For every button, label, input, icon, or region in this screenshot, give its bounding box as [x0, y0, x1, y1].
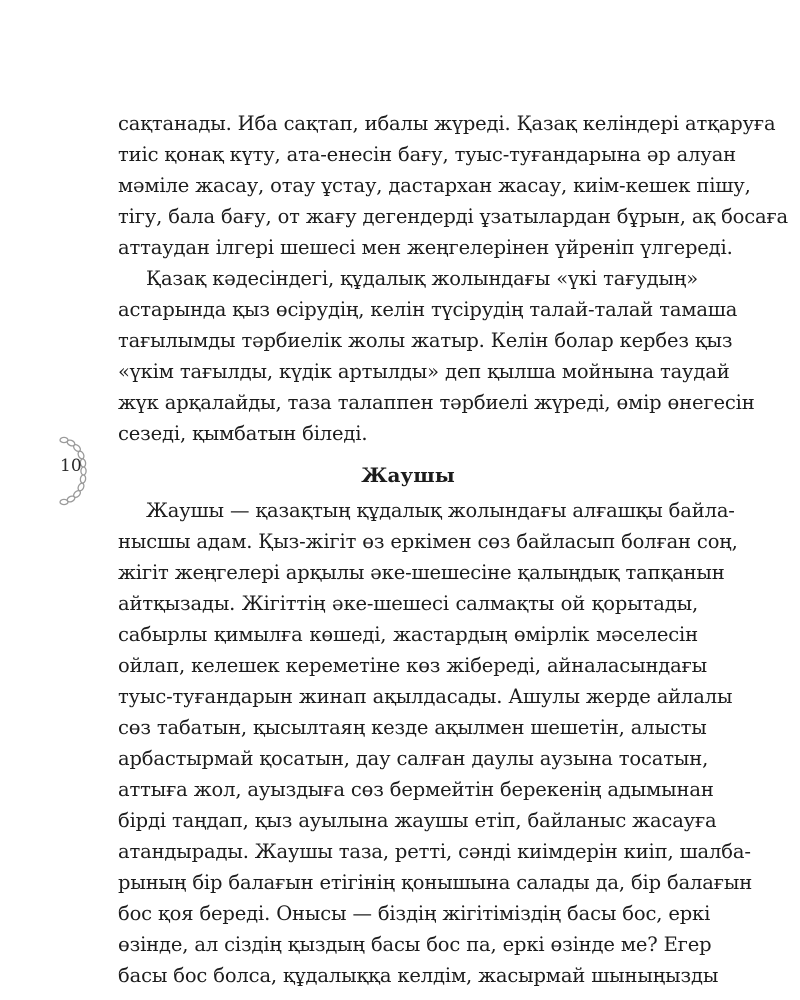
text-line: «үкім тағылды, күдік артылды» деп қылша мойнына таудай — [118, 360, 730, 383]
text-line: жүк арқалайды, таза талаппен тәрбиелі жүреді, өмір өнегесін — [118, 391, 755, 414]
text-line: тиіс қонақ күту, ата-енесін бағу, туыс-туғандарына әр алуан — [118, 143, 737, 166]
text-line: Жаушы — қазақтың құдалық жолындағы алғашқы байла- — [146, 499, 735, 522]
section-heading: Жаушы — [361, 463, 455, 487]
text-line: мәміле жасау, отау ұстау, дастархан жасау, киім-кешек пішу, — [118, 174, 751, 197]
text-line: аттаудан ілгері шешесі мен жеңгелерінен үйреніп үлгереді. — [118, 236, 733, 259]
text-line: бос қоя береді. Онысы — біздің жігітіміздің басы бос, еркі — [118, 902, 711, 925]
text-line: бірді таңдап, қыз ауылына жаушы етіп, байланыс жасауға — [118, 809, 717, 832]
text-line: айтқызады. Жігіттің әке-шешесі салмақты ой қорытады, — [118, 592, 698, 615]
paragraph-2 — [118, 263, 755, 449]
text-line: рының бір балағын етігінің қонышына салады да, бір балағын — [118, 871, 753, 894]
text-line: астарында қыз өсірудің, келін түсірудің талай-талай тамаша — [118, 298, 738, 321]
text-line: арбастырмай қосатын, дау салған даулы аузына тосатын, — [118, 747, 709, 770]
text-line: атандырады. Жаушы таза, ретті, сәнді киімдерін киіп, шалба- — [118, 840, 751, 863]
paragraph-1 — [118, 108, 789, 263]
page-body — [118, 108, 789, 991]
text-line: сезеді, қымбатын біледі. — [118, 422, 368, 445]
text-line: жігіт жеңгелері арқылы әке-шешесіне қалыңдық тапқанын — [118, 561, 725, 584]
text-line: басы бос болса, құдалыққа келдім, жасырмай шыныңызды — [118, 964, 719, 987]
text-line: аттыға жол, ауыздыға сөз бермейтін берекенің адымынан — [118, 778, 714, 801]
text-line: сөз табатын, қысылтаяң кезде ақылмен шешетін, алысты — [118, 716, 707, 739]
page-number: 10 — [60, 456, 82, 476]
text-line: тағылымды тәрбиелік жолы жатыр. Келін болар кербез қыз — [118, 329, 733, 352]
text-line: туыс-туғандарын жинап ақылдасады. Ашулы жерде айлалы — [118, 685, 733, 708]
paragraph-3 — [118, 495, 753, 991]
text-line: нысшы адам. Қыз-жігіт өз еркімен сөз байласып болған соң, — [118, 530, 738, 553]
text-line: сақтанады. Иба сақтап, ибалы жүреді. Қазақ келіндері атқаруға — [118, 112, 776, 135]
text-line: тігу, бала бағу, от жағу дегендерді ұзатылардан бұрын, ақ босаға — [118, 205, 789, 228]
text-line: өзінде, ал сіздің қыздың басы бос па, еркі өзінде ме? Егер — [118, 933, 712, 956]
text-line: Қазақ кәдесіндегі, құдалық жолындағы «үкі тағудың» — [146, 267, 698, 290]
text-line: ойлап, келешек кереметіне көз жібереді, айналасындағы — [118, 654, 708, 677]
text-line: сабырлы қимылға көшеді, жастардың өмірлік мәселесін — [118, 623, 698, 646]
